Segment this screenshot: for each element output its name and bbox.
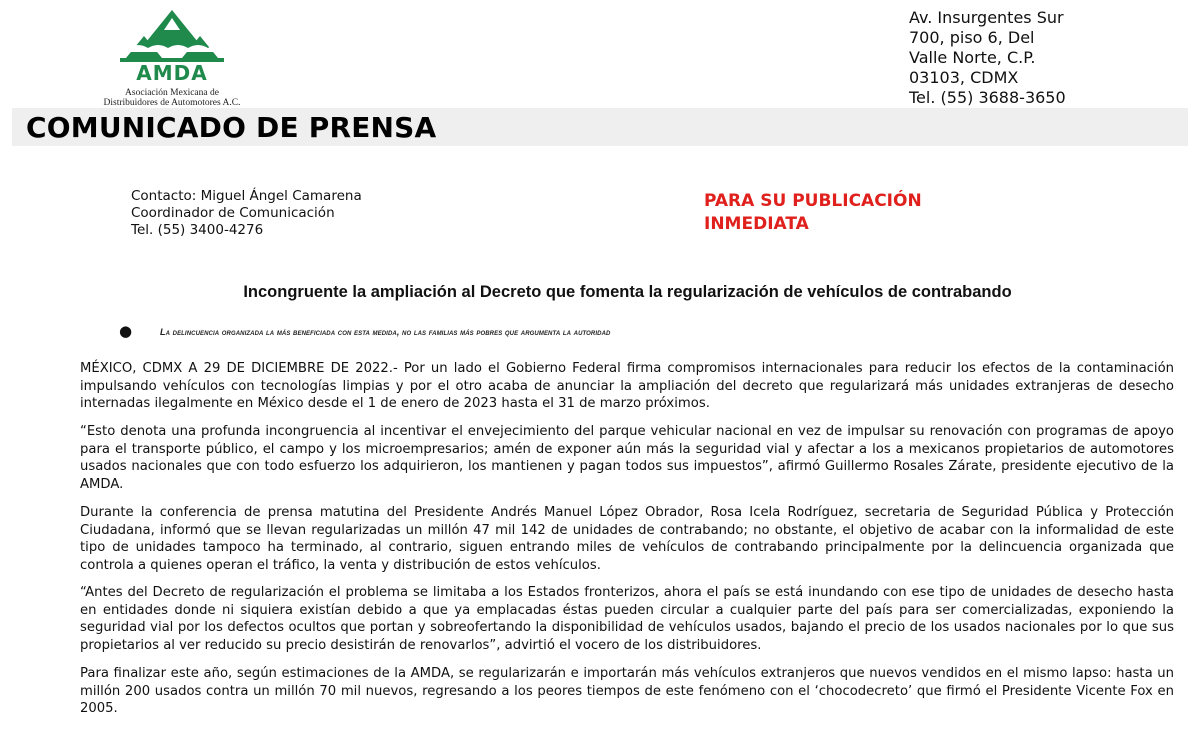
contact-name: Contacto: Miguel Ángel Camarena [131, 188, 362, 204]
address-block [909, 8, 1066, 108]
logo-wordmark: AMDA [136, 61, 208, 84]
body-paragraph: “Antes del Decreto de regularización el problema se limitaba a los Estados fronterizos, ahora el país se está inundando con ese tipo de unidades de desecho hasta en entidades donde ni siquiera existían debido a que ya emplacadas éstas pueden circular a cualquier parte del país para ser comercializadas, exponiendo la seguridad vial por los defectos ocultos que portan y sobreofertando la disponibilidad de vehículos usados, bajando el precio de los usados nacionales por lo que sus propietarios al ver reducido su precio desistirán de renovarlos”, advirtió el vocero de los distribuidores. [80, 585, 1174, 653]
subheadline-bullet: La delincuencia organizada la más beneficiada con esta medida, no las familias más pobres que argumenta la autoridad [160, 327, 611, 337]
contact-phone: Tel. (55) 3400-4276 [131, 222, 264, 238]
bullet-icon: ● [119, 322, 133, 340]
page-title: COMUNICADO DE PRENSA [26, 111, 437, 144]
press-headline: Incongruente la ampliación al Decreto que fomenta la regularización de vehículos de contrabando [243, 283, 1012, 301]
body-paragraph: Para finalizar este año, según estimaciones de la AMDA, se regularizarán e importarán más vehículos extranjeros que nuevos vendidos en el mismo lapso: hasta un millón 200 usados contra un millón 70 mil nuevos, regresando a los peores tiempos de este fenómeno con el ‘chocodecreto’ que firmó el Presidente Vicente Fox en 2005. [80, 666, 1174, 716]
address-phone: Tel. (55) 3688-3650 [909, 88, 1066, 107]
mountain-logo-icon [116, 8, 228, 84]
address-line: 700, piso 6, Del [909, 28, 1035, 47]
contact-role: Coordinador de Comunicación [131, 205, 335, 221]
amda-logo [82, 8, 262, 108]
address-line: 03103, CDMX [909, 68, 1019, 87]
publication-notice: PARA SU PUBLICACIÓN INMEDIATA [704, 191, 922, 234]
address-line: Valle Norte, C.P. [909, 48, 1036, 67]
address-line: Av. Insurgentes Sur [909, 8, 1064, 27]
body-paragraph: MÉXICO, CDMX A 29 DE DICIEMBRE DE 2022.- Por un lado el Gobierno Federal firma compromisos internacionales para reducir los efectos de la contaminación impulsando vehículos con tecnologías limpias y por el otro acaba de anunciar la ampliación del decreto que regularizará más unidades extranjeras de desecho internadas ilegalmente en México desde el 1 de enero de 2023 hasta el 31 de marzo próximos. [80, 361, 1174, 411]
organization-name: Asociación Mexicana de Distribuidores de Automotores A.C. [103, 88, 241, 108]
contact-block [131, 188, 362, 239]
body-paragraph: “Esto denota una profunda incongruencia al incentivar el envejecimiento del parque vehicular nacional en vez de impulsar su renovación con programas de apoyo para el transporte público, el campo y los microempresarios; amén de exponer aún más la seguridad vial y afectar a los a mexicanos propietarios de automotores usados nacionales que con todo esfuerzo los adquirieron, los mantienen y pagan todos sus impuestos”, afirmó Guillermo Rosales Zárate, presidente ejecutivo de la AMDA. [80, 424, 1174, 492]
body-paragraph: Durante la conferencia de prensa matutina del Presidente Andrés Manuel López Obrador, Rosa Icela Rodríguez, secretaria de Seguridad Pública y Protección Ciudadana, informó que se llevan regularizadas un millón 47 mil 142 de unidades de contrabando; no obstante, el objetivo de acabar con la informalidad de este tipo de unidades tampoco ha terminado, al contrario, siguen entrando miles de vehículos de contrabando principalmente por la delincuencia organizada que controla a quienes operan el tráfico, la venta y distribución de estos vehículos. [80, 505, 1174, 573]
